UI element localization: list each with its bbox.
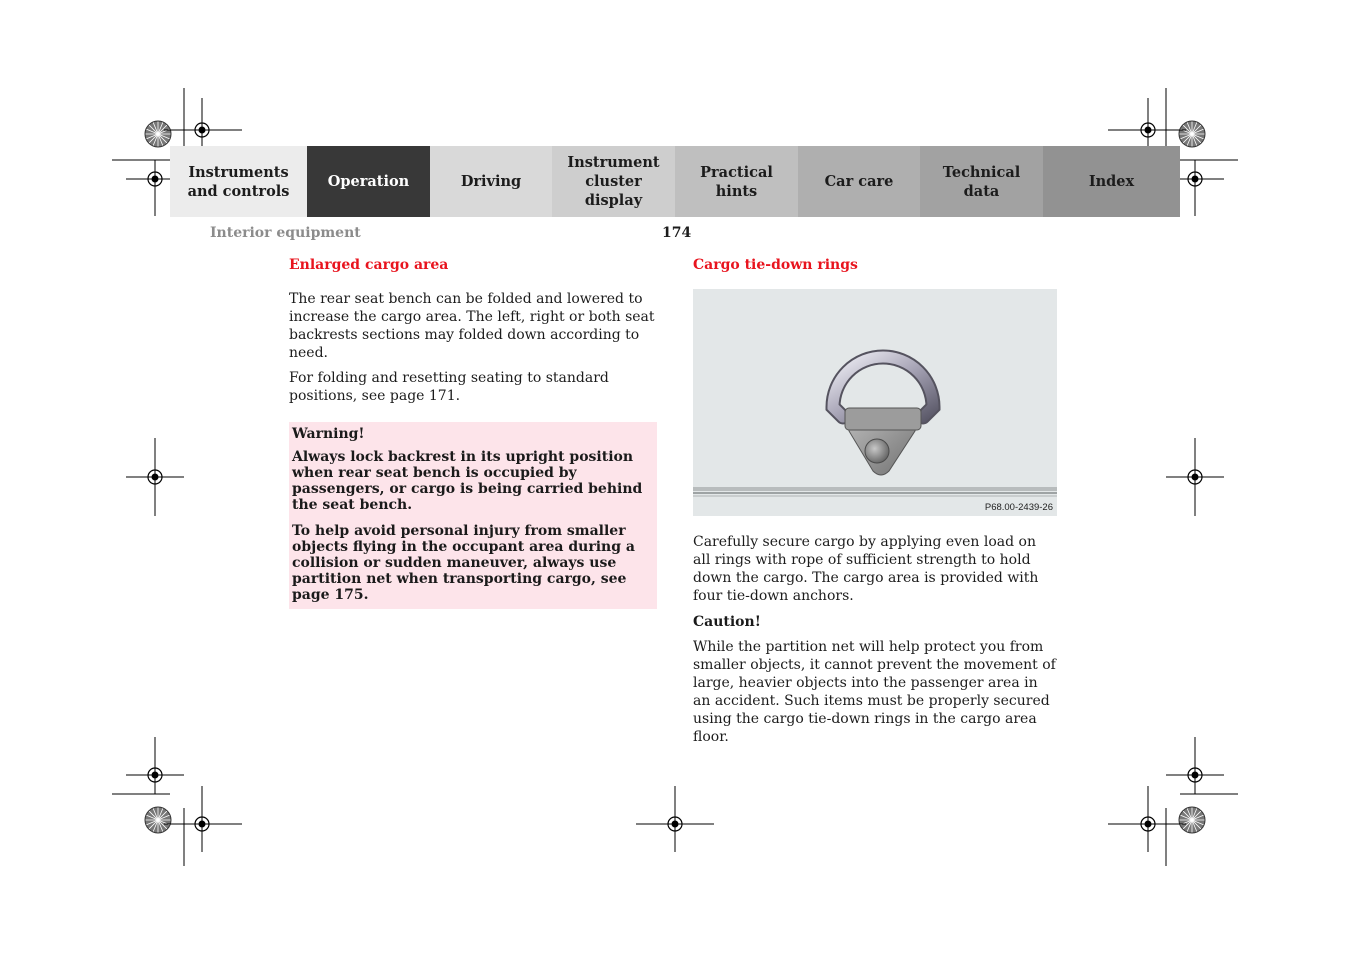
section-tab-bar [170, 146, 1180, 217]
left-column [289, 257, 657, 609]
body-paragraph: The rear seat bench can be folded and lowered to increase the cargo area. The left, right or both seat backrests sections may folded down according to need. [289, 291, 655, 361]
tie-down-ring-illustration [693, 289, 1057, 516]
warning-paragraph: To help avoid personal injury from smaller objects flying in the occupant area during a collision or sudden maneuver, always use partition net when transporting cargo, see page 175. [292, 523, 635, 603]
body-paragraph: Carefully secure cargo by applying even load on all rings with rope of sufficient strength to hold down the cargo. The cargo area is provided with four tie-down anchors. [693, 534, 1039, 604]
tab-operation[interactable]: Operation [307, 146, 430, 217]
tab-practical-hints[interactable]: Practical hints [675, 146, 798, 217]
section-title: Interior equipment [210, 225, 361, 241]
right-column [693, 257, 1057, 746]
warning-paragraph: Always lock backrest in its upright position when rear seat bench is occupied by passengers, or cargo is being carried behind the seat bench. [292, 449, 643, 513]
warning-box [289, 422, 657, 609]
tab-instruments-and-controls[interactable]: Instruments and controls [170, 146, 307, 217]
heading-enlarged-cargo-area: Enlarged cargo area [289, 257, 449, 273]
tab-car-care[interactable]: Car care [798, 146, 920, 217]
tab-driving[interactable]: Driving [430, 146, 552, 217]
tab-technical-data[interactable]: Technical data [920, 146, 1043, 217]
figure-code: P68.00-2439-26 [984, 502, 1053, 513]
caution-title: Caution! [693, 614, 761, 630]
tab-instrument-cluster-display[interactable]: Instrument cluster display [552, 146, 675, 217]
page-number: 174 [662, 225, 692, 241]
caution-paragraph: While the partition net will help protect you from smaller objects, it cannot prevent the movement of large, heavier objects into the passenger area in an accident. Such items must be properly secured using the cargo tie-down rings in the cargo area floor. [693, 639, 1056, 745]
tie-down-ring-figure [693, 289, 1057, 516]
heading-cargo-tie-down-rings: Cargo tie-down rings [693, 257, 858, 273]
body-paragraph: For folding and resetting seating to standard positions, see page 171. [289, 370, 609, 404]
warning-title: Warning! [292, 426, 365, 442]
tab-index[interactable]: Index [1043, 146, 1180, 217]
